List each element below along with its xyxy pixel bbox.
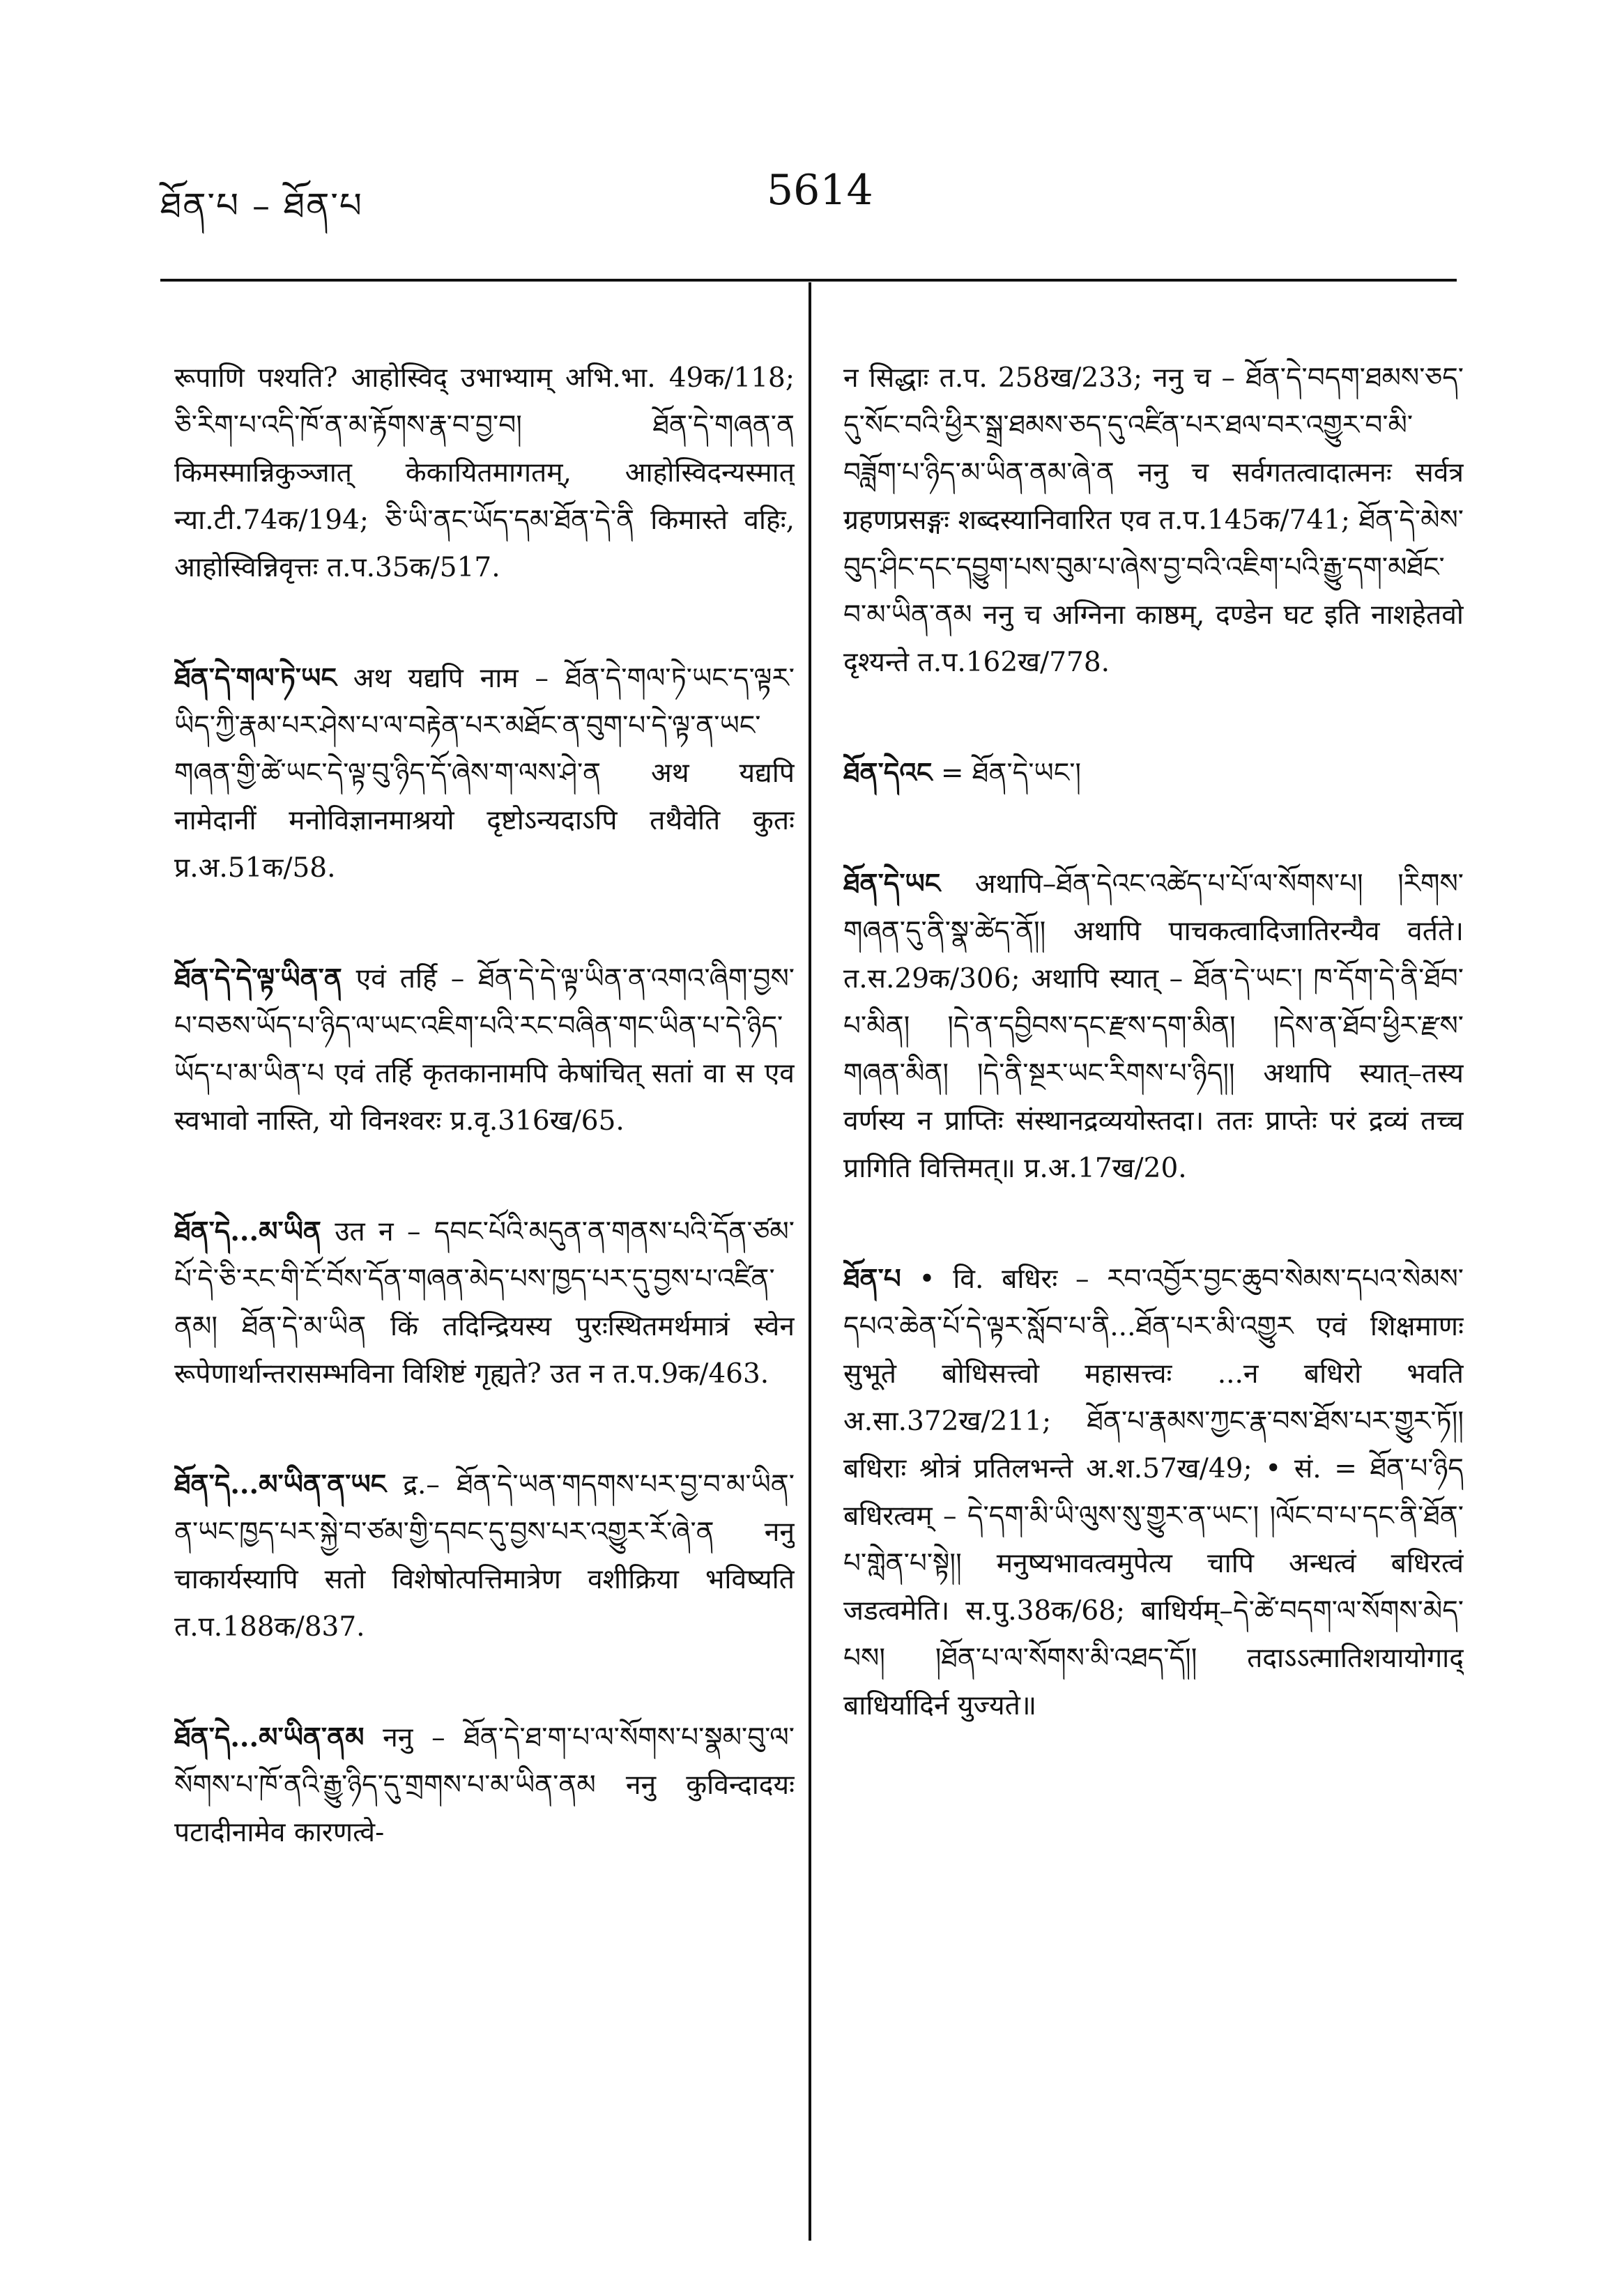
entry: [174, 907, 795, 1145]
entry: [843, 307, 1464, 686]
entry-text: रूपाणि पश्यति? आहोस्विद् उभाभ्याम् अभि.भा. 49क/118; ཅི་རིག་པ་འདི་ཁོ་ན་མ་རྟོགས་རྣ་བ་བྱ་བ། ཐོན་དེ་གཞན་ན किमस्मान्निकुञ्जात् केकायितमागतम्, आहोस्विदन्यस्मात् न्या.टी.74क/194; ཅི་ཡི་ནང་ཡོད་དམ་ཐོན་དེ་ནི किमास्ते वहिः, आहोस्विन्निवृत्तः त.प.35क/517.: [174, 362, 795, 583]
entry-text: ननु – ཐོན་དེ་ཐ་ག་པ་ལ་སོགས་པ་སྣམ་བུ་ལ་སོགས་པ་ཁོ་ནའི་རྒྱུ་ཉིད་དུ་གྲགས་པ་མ་ཡིན་ནམ ननु कुविन्दादयः पटादीनामेव कारणत्वे-: [174, 1722, 795, 1848]
column-divider: [809, 282, 811, 2241]
entry-headword: ཐོན་དེ...མ་ཡིན་ན་ཡང: [174, 1468, 387, 1500]
entry-text: = ཐོན་དེ་ཡང་།: [932, 758, 1082, 789]
entry-text: उत न – དབང་པོའི་མདུན་ན་གནས་པའི་དོན་ཙམ་པོ་དེ་ཅི་རང་གི་ངོ་བོས་དོན་གཞན་མེད་པས་ཁྱད་པར་དུ་བྱས་པ་འཛིན་ནམ། ཐོན་དེ་མ་ཡིན किं तदिन्द्रियस्य पुरःस्थितमर्थमात्रं स्वेन रूपेणार्थान्तरासम्भविना विशिष्टं गृह्यते? उत न त.प.9क/463.: [174, 1216, 795, 1390]
entry-headword: ཐོན་དེ་ཡང: [843, 868, 941, 900]
entry: [174, 1413, 795, 1651]
left-column: [174, 307, 795, 2244]
entry-text: अथापि–ཐོན་དེའང་འཚེད་པ་པོ་ལ་སོགས་པ། །རིགས་གཞན་དུ་ནི་སྣ་ཚེད་ནོ།། अथापि पाचकत्वादिजातिरन्यैव वर्तते। त.स.29क/306; अथापि स्यात् – ཐོན་དེ་ཡང་། ཁ་དོག་དེ་ནི་ཐོབ་པ་མིན། །དེ་ན་དབྱིབས་དང་རྫས་དག་མིན། །དེས་ན་ཐོབ་ཕྱིར་རྫས་གཞན་མིན། །དེ་ནི་སྔར་ཡང་རིགས་པ་ཉིད།། अथापि स्यात्–तस्य वर्णस्य न प्राप्तिः संस्थानद्रव्ययोस्तदा। ततः प्राप्तेः परं द्रव्यं तच्च प्रागिति वित्तिमत्॥ प्र.अ.17ख/20.: [843, 868, 1464, 1184]
entry: [174, 607, 795, 892]
entry-headword: ཐོན་དེ...མ་ཡིན་ནམ: [174, 1721, 365, 1753]
right-column: [843, 307, 1464, 2244]
entry: [174, 307, 795, 592]
entry-text: अथ यद्यपि नाम – ཐོན་དེ་གལ་ཏེ་ཡང་ད་ལྟར་ཡིད་ཀྱི་རྣམ་པར་ཤེས་པ་ལ་བརྟེན་པར་མཐོང་ན་བུག་པ་དེ་ལྟ་ན་ཡང་གཞན་གྱི་ཚེ་ཡང་དེ་ལྟ་བུ་ཉིད་དོ་ཞེས་ག་ལས་ཤེ་ན अथ यद्यपि नामेदानीं मनोविज्ञानमाश्रयो दृष्टोऽन्यदाऽपि तथैवेति कुतः प्र.अ.51क/58.: [174, 663, 795, 884]
entry-headword: ཐོན་དེ་དེ་ལྟ་ཡིན་ན: [174, 962, 342, 995]
entry: [843, 1208, 1464, 1730]
page-number: 5614: [767, 166, 873, 215]
page-header: [0, 0, 1624, 265]
entry-headword: ཐོན་པ: [843, 1263, 901, 1295]
entry: [174, 1666, 795, 1857]
entry-headword: ཐོན་དེ་གལ་ཏེ་ཡང: [174, 662, 337, 694]
entry-text: • वि. बधिरः – རབ་འབྱོར་བྱང་ཆུབ་སེམས་དཔའ་སེམས་དཔའ་ཆེན་པོ་དེ་ལྟར་སློབ་པ་ནི...ཐོན་པར་མི་འགྱུར एवं शिक्षमाणः सुभूते बोधिसत्त्वो महासत्त्वः ...न बधिरो भवति अ.सा.372ख/211; ཐོན་པ་རྣམས་ཀྱང་རྣ་བས་ཐོས་པར་གྱུར་ཏོ།། बधिराः श्रोत्रं प्रतिलभन्ते अ.श.57ख/49; • सं. = ཐོན་པ་ཉིད बधिरत्वम् – དེ་དག་མི་ཡི་ལུས་སུ་གྱུར་ན་ཡང་། །ལོང་བ་པ་དང་ནི་ཐོན་པ་གླེན་པ་སྟེ།། मनुष्यभावत्वमुपेत्य चापि अन्धत्वं बधिरत्वं जडत्वमेति। स.पु.38क/68; बाधिर्यम्–དེ་ཚེ་བདག་ལ་སོགས་མེད་པས། །ཐོན་པ་ལ་སོགས་མི་འཐད་དོ།། तदाऽऽत्मातिशयायोगाद् बाधिर्यादिर्न युज्यते॥: [843, 1264, 1464, 1721]
entry-headword: ཐོན་དེའང: [843, 757, 933, 789]
entry-text: न सिद्धाः त.प. 258ख/233; ननु च – ཐོན་དེ་བདག་ཐམས་ཅད་དུ་སོང་བའི་ཕྱིར་སྒྲ་ཐམས་ཅད་དུ་འཛིན་པར་ཐལ་བར་འགྱུར་བ་མི་བཟློག་པ་ཉིད་མ་ཡིན་ནམ་ཞེ་ན ननु च सर्वगतत्वादात्मनः सर्वत्र ग्रहणप्रसङ्गः शब्दस्यानिवारित एव त.प.145क/741; ཐོན་དེ་མེས་བུད་ཤིང་དང་དབྱུག་པས་བུམ་པ་ཞེས་བྱ་བའི་འཇིག་པའི་རྒྱུ་དག་མཐོང་བ་མ་ཡིན་ནམ ननु च अग्निना काष्ठम्, दण्डेन घट इति नाशहेतवो दृश्यन्ते त.प.162ख/778.: [843, 362, 1464, 678]
entry-text: एवं तर्हि – ཐོན་དེ་དེ་ལྟ་ཡིན་ན་འགའ་ཞིག་བྱས་པ་བཅས་ཡོད་པ་ཉིད་ལ་ཡང་འཇིག་པའི་རང་བཞིན་གང་ཡིན་པ་དེ་ཉིད་ཡོད་པ་མ་ཡིན་པ एवं तर्हि कृतकानामपि केषांचित् सतां वा स एव स्वभावो नास्ति, यो विनश्वरः प्र.वृ.316ख/65.: [174, 963, 795, 1137]
entry-text: द्र.– ཐོན་དེ་ཡན་གདགས་པར་བྱ་བ་མ་ཡིན་ན་ཡང་ཁྱད་པར་སྐྱེ་བ་ཙམ་གྱི་དབང་དུ་བྱས་པར་འགྱུར་རོ་ཞེ་ན ननु चाकार्यस्यापि सतो विशेषोत्पत्तिमात्रेण वशीक्रिया भविष्यति त.प.188क/837.: [174, 1469, 795, 1643]
entry-headword: ཐོན་དེ...མ་ཡིན: [174, 1215, 321, 1248]
entry: [174, 1160, 795, 1398]
entry: [843, 813, 1464, 1192]
header-rule: [160, 279, 1457, 282]
entry: [843, 702, 1464, 797]
running-head: ཐོན་པ – ཐོན་པ: [160, 185, 363, 226]
